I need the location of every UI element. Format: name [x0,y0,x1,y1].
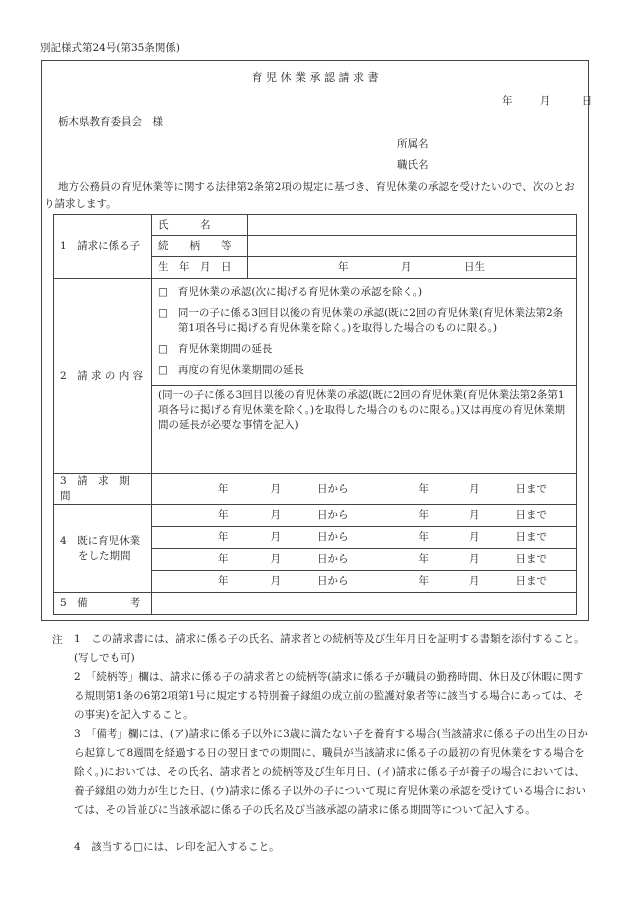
previous-period-row[interactable]: 年 月 日から 年 月 日まで [152,571,577,593]
section5-label: 5 備 考 [54,593,152,615]
section2-label: 2 請 求 の 内 容 [54,279,152,474]
form-title: 育 児 休 業 承 認 請 求 書 [251,71,379,84]
option-label: 育児休業期間の延長 [177,343,273,355]
relation-field[interactable] [248,236,577,257]
previous-period-row[interactable]: 年 月 日から 年 月 日まで [152,549,577,571]
option-label: 再度の育児休業期間の延長 [177,364,304,376]
child-name-label: 氏 名 [152,215,248,236]
form-reference: 別記様式第24号(第35条関係) [40,42,180,54]
option-approval[interactable] [158,285,570,300]
checkbox-icon[interactable]: □ [158,307,168,319]
date-year: 年 [502,95,513,107]
note-item: 1 この請求書には、請求に係る子の氏名、請求者との続柄等及び生年月日を証明する書類を添付すること。(写しでも可) [74,633,585,664]
addressee: 栃木県教育委員会 様 [58,116,163,128]
relation-label: 続 柄 等 [152,236,248,257]
notes-label: 注 [52,634,63,646]
section4-label: 4 既に育児休業 をした期間 [54,505,152,593]
checkbox-icon[interactable]: □ [158,343,168,355]
section3-label: 3 請 求 期 間 [54,474,152,505]
birthdate-label: 生 年 月 日 [152,257,248,279]
note-item: 2 「続柄等」欄は、請求に係る子の請求者との続柄等(請求に係る子が職員の勤務時間、休日及び休暇に関する規則第1条の6第2項第1号に規定する特別養子縁組の成立前の監護対象者等に該当する場合にあっては、その事実)を記入すること。 [74,671,584,721]
reason-note: (同一の子に係る3回目以後の育児休業の承認(既に2回の育児休業(育児休業法第2条第1項各号に掲げる育児休業を除く。)を取得した場合のものに限る。)又は再度の育児休業期間の延長が必要な事情を記入) [158,389,565,431]
section1-label: 1 請求に係る子 [54,215,152,279]
option-label: 同一の子に係る3回目以後の育児休業の承認(既に2回の育児休業(育児休業法第2条第1項各号に掲げる育児休業を除く。)を取得した場合のものに限る。) [177,307,564,334]
remarks-field[interactable] [152,593,577,615]
checkbox-icon[interactable]: □ [158,286,168,298]
intro-text: 地方公務員の育児休業等に関する法律第2条第2項の規定に基づき、育児休業の承認を受けたいので、次のとおり請求します。 [44,181,575,210]
name-title-label: 職氏名 [397,159,429,171]
child-name-field[interactable] [248,215,577,236]
option-extension[interactable] [158,342,570,357]
option-re-extension[interactable] [158,363,570,378]
checkbox-icon[interactable]: □ [158,364,168,376]
date-month: 月 [539,95,551,107]
request-period-row[interactable]: 年 月 日から 年 月 日まで [152,474,577,505]
reason-area[interactable] [152,385,576,472]
date-day: 日 [581,95,593,107]
option-third-approval[interactable] [158,306,570,336]
request-form-table [53,214,577,615]
note-item: 4 該当する□には、レ印を記入すること。 [74,841,280,853]
birthdate-field[interactable]: 年 月 日生 [248,257,577,279]
previous-period-row[interactable]: 年 月 日から 年 月 日まで [152,505,577,527]
affiliation-label: 所属名 [397,138,429,150]
option-label: 育児休業の承認(次に掲げる育児休業の承認を除く。) [177,286,423,298]
previous-period-row[interactable]: 年 月 日から 年 月 日まで [152,527,577,549]
note-item: 3 「備考」欄には、(ア)請求に係る子以外に3歳に満たない子を養育する場合(当該請求に係る子の出生の日から起算して8週間を経過する日の翌日までの期間に、職員が当該請求に係る子の最初の育児休業をする場合を除く。)においては、その氏名、請求者との続柄等及び生年月日、(イ)請求に係る子が養子の場合においては、養子縁組の効力が生じた日、(ウ)請求に係る子以外の子について現に育児休業の承認を受けている場合においては、その旨並びに当該承認に係る子の氏名及び当該承認の請求に係る期間等について記入する。 [74,728,588,816]
date-line [502,93,592,108]
request-content-cell [152,279,577,474]
